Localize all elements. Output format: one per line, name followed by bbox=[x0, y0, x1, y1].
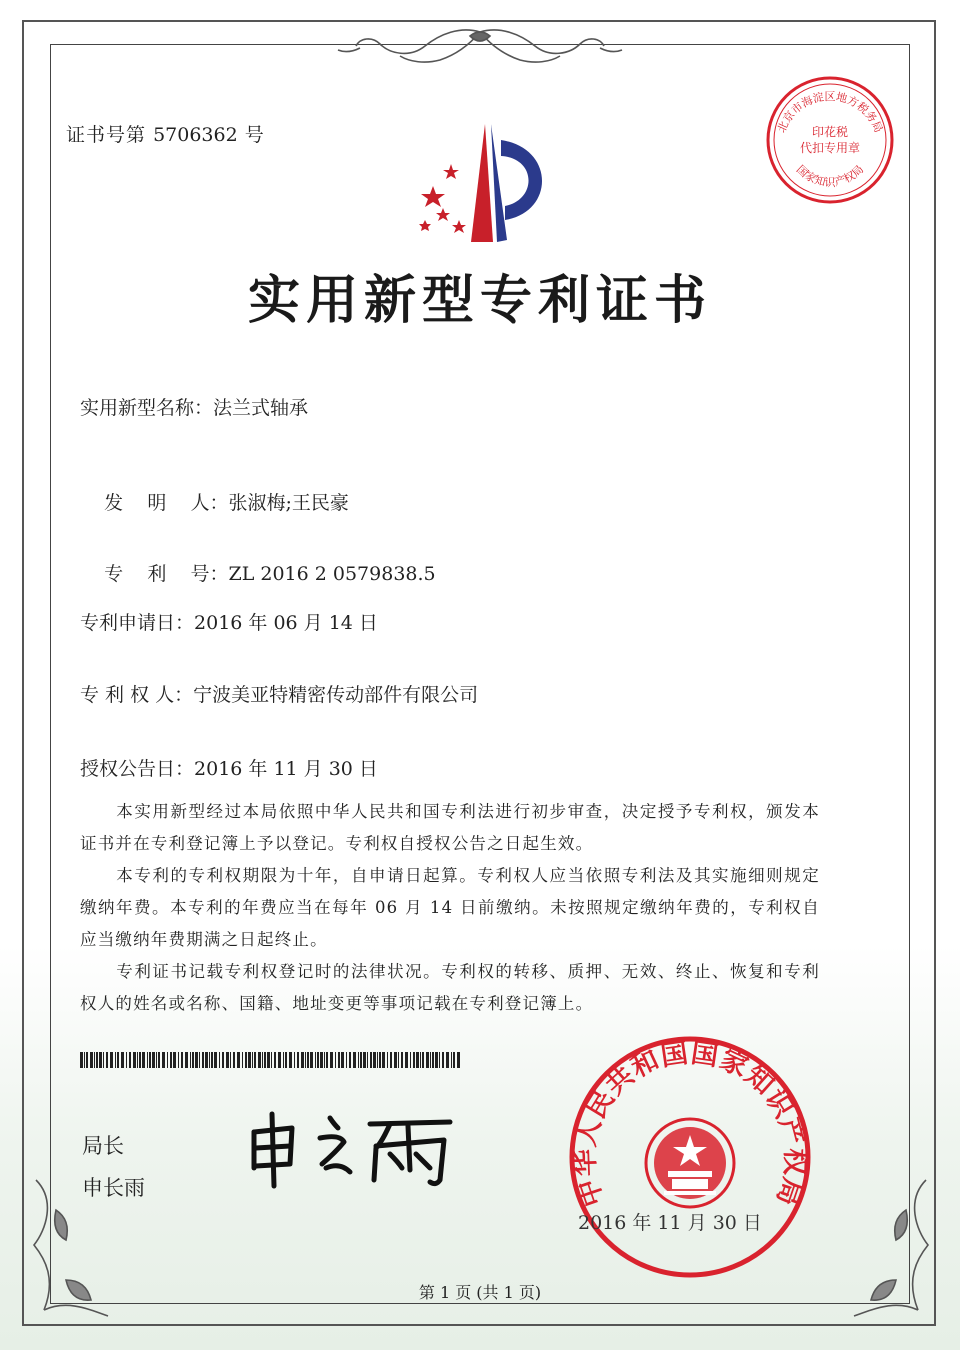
field-label: 专利申请日： bbox=[80, 612, 195, 634]
field-label: 专 利 权 人： bbox=[80, 684, 194, 706]
director-title: 局长 bbox=[82, 1134, 124, 1158]
tax-seal-center-2: 代扣专用章 bbox=[799, 141, 861, 155]
field-filing-date bbox=[80, 608, 378, 635]
field-inventor bbox=[80, 466, 349, 537]
certificate-number-suffix: 号 bbox=[244, 124, 265, 146]
barcode-icon bbox=[80, 1052, 460, 1068]
issue-date: 2016 年 11 月 30 日 bbox=[578, 1212, 762, 1234]
certificate-number bbox=[66, 120, 265, 147]
field-label: 实用新型名称： bbox=[80, 397, 214, 419]
national-ip-seal-icon bbox=[568, 1035, 812, 1279]
field-grant-date bbox=[80, 754, 378, 781]
field-utility-model-name bbox=[80, 393, 308, 420]
field-patent-number bbox=[80, 537, 436, 608]
field-label: 专 利 号： bbox=[104, 563, 229, 585]
tax-seal-bottom-text: 国家知识产权局 bbox=[793, 162, 867, 189]
field-label: 授权公告日： bbox=[80, 758, 195, 780]
certificate-number-value: 5706362 bbox=[153, 124, 238, 146]
national-emblem-icon bbox=[646, 1119, 734, 1207]
body-paragraph-3: 专利证书记载专利权登记时的法律状况。专利权的转移、质押、无效、终止、恢复和专利权人的姓名或名称、国籍、地址变更等事项记载在专利登记簿上。 bbox=[80, 962, 820, 1013]
national-seal-ring-text: 中华人民共和国国家知识产权局 bbox=[569, 1037, 811, 1211]
tax-seal-center-1: 印花税 bbox=[811, 125, 849, 139]
cnipa-logo-icon bbox=[405, 120, 555, 250]
top-ornament-icon bbox=[330, 24, 630, 74]
certificate-title: 实用新型专利证书 bbox=[247, 271, 712, 331]
body-paragraph-2: 本专利的专利权期限为十年，自申请日起算。专利权人应当依照专利法及其实施细则规定缴纳年费。本专利的年费应当在每年 06 月 14 日前缴纳。未按照规定缴纳年费的，专利权自应当缴纳年费期满之日起终止。 bbox=[80, 866, 820, 949]
field-value: 宁波美亚特精密传动部件有限公司 bbox=[193, 684, 479, 706]
page-number: 第 1 页 (共 1 页) bbox=[418, 1283, 542, 1302]
field-value: 2016 年 06 月 14 日 bbox=[194, 612, 378, 634]
director-name: 申长雨 bbox=[82, 1176, 145, 1200]
field-value: 2016 年 11 月 30 日 bbox=[194, 758, 378, 780]
field-label: 发 明 人： bbox=[104, 492, 229, 514]
tax-seal-ring-text: 北京市海淀区地方税务局 bbox=[774, 90, 886, 135]
field-value: ZL 2016 2 0579838.5 bbox=[228, 563, 436, 585]
body-paragraph-1: 本实用新型经过本局依照中华人民共和国专利法进行初步审查，决定授予专利权，颁发本证书并在专利登记簿上予以登记。专利权自授权公告之日起生效。 bbox=[80, 802, 820, 853]
tax-seal-icon bbox=[762, 72, 898, 208]
field-patentee bbox=[80, 680, 478, 707]
certificate-number-label: 证书号第 bbox=[66, 124, 147, 146]
field-value: 张淑梅;王民豪 bbox=[228, 492, 349, 514]
svg-text:国家知识产权局 bbox=[794, 163, 866, 189]
field-value: 法兰式轴承 bbox=[213, 397, 309, 419]
signature-icon bbox=[240, 1110, 470, 1190]
